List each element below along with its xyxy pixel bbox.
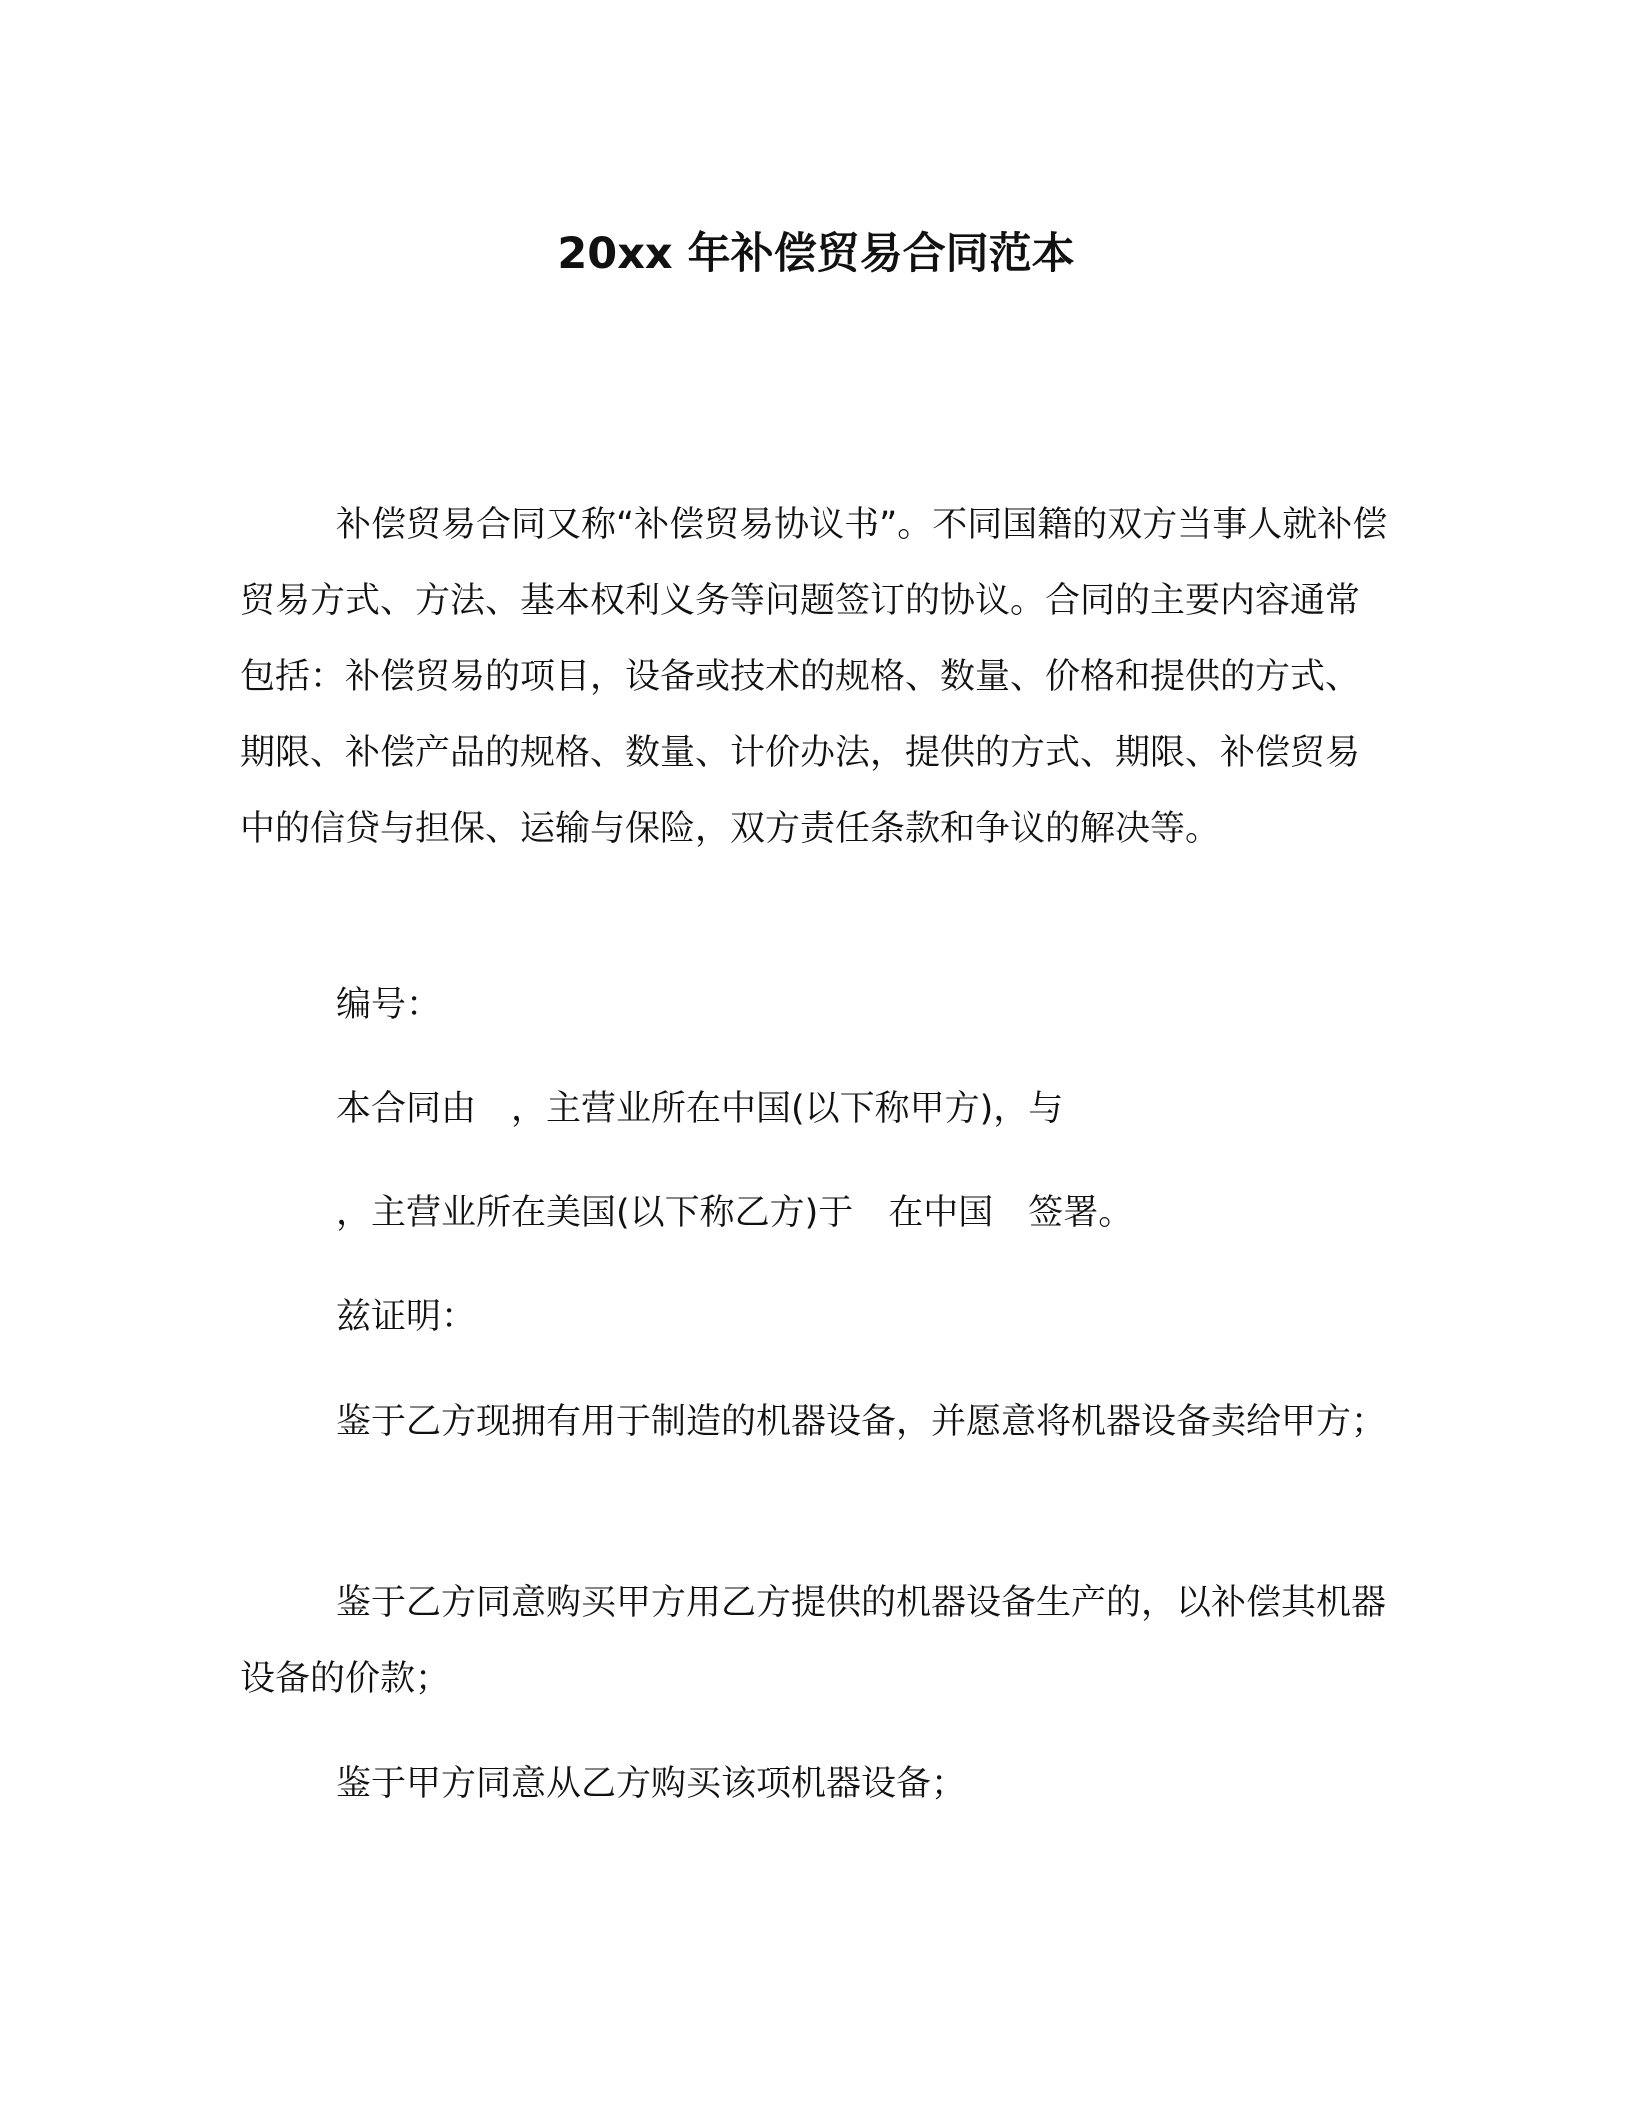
intro-paragraph: 补偿贸易合同又称“补偿贸易协议书”。不同国籍的双方当事人就补偿贸易方式、方法、基本权利义务等问题签订的协议。合同的主要内容通常包括：补偿贸易的项目，设备或技术的规格、数量、价格和提供的方式、期限、补偿产品的规格、数量、计价办法，提供的方式、期限、补偿贸易中的信贷与担保、运输与保险，双方责任条款和争议的解决等。: [240, 505, 1388, 849]
party-a-line: 本合同由 ，主营业所在中国(以下称甲方)，与: [336, 1089, 1064, 1129]
party-b-line: ，主营业所在美国(以下称乙方)于 在中国 签署。: [336, 1193, 1134, 1233]
whereas-clause-1: 鉴于乙方现拥有用于制造的机器设备，并愿意将机器设备卖给甲方；: [336, 1402, 1387, 1442]
whereas-clause-2: 鉴于乙方同意购买甲方用乙方提供的机器设备生产的，以补偿其机器设备的价款；: [240, 1583, 1387, 1699]
whereas-clause-3: 鉴于甲方同意从乙方购买该项机器设备；: [336, 1764, 967, 1804]
document-title: 20xx 年补偿贸易合同范本: [557, 229, 1075, 279]
witness-label: 兹证明：: [336, 1297, 477, 1337]
contract-number-label: 编号：: [336, 985, 442, 1025]
